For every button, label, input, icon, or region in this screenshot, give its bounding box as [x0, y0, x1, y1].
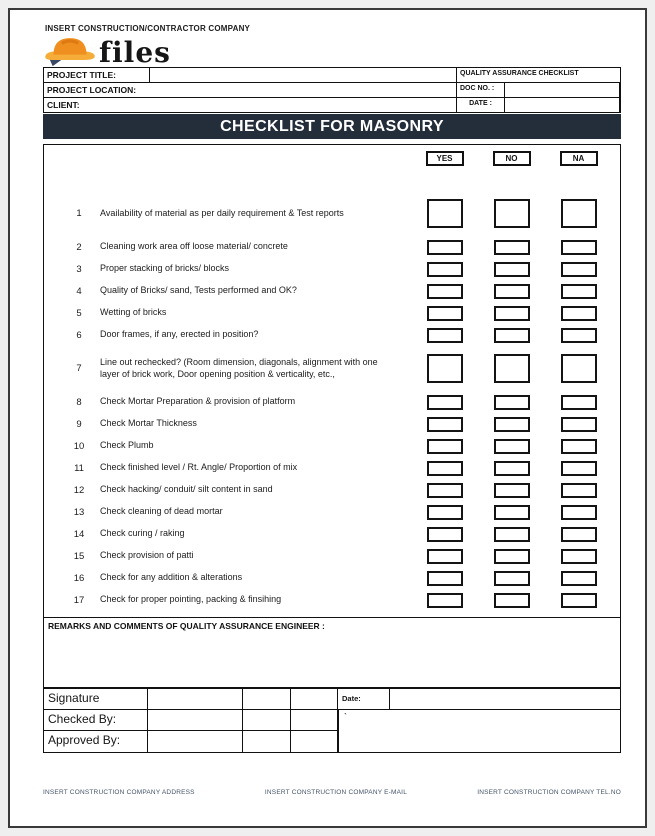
item-number: 4: [76, 285, 82, 297]
no-checkbox[interactable]: [494, 461, 530, 476]
na-checkbox[interactable]: [561, 240, 597, 255]
item-text: Check Mortar Thickness: [100, 418, 197, 429]
approved-by-field[interactable]: [243, 731, 291, 752]
na-checkbox[interactable]: [561, 306, 597, 321]
logo-text: files: [99, 36, 171, 70]
checklist-row: [44, 523, 620, 545]
na-checkbox[interactable]: [561, 284, 597, 299]
no-checkbox[interactable]: [494, 240, 530, 255]
item-number: 1: [76, 208, 82, 219]
item-text: Check for proper pointing, packing & finsihing: [100, 594, 282, 605]
item-text: Check cleaning of dead mortar: [100, 506, 223, 517]
item-number: 6: [76, 329, 82, 341]
na-checkbox[interactable]: [561, 549, 597, 564]
client-field[interactable]: [150, 98, 457, 113]
page-footer: [43, 789, 621, 796]
item-text: Check Mortar Preparation & provision of platform: [100, 396, 296, 407]
checklist-rows: [44, 191, 620, 611]
approved-by-field[interactable]: [291, 731, 338, 752]
document-page: [8, 8, 647, 828]
sig-date-field[interactable]: [390, 689, 620, 710]
approved-by-label: Approved By:: [44, 731, 148, 752]
item-number: 5: [76, 307, 82, 319]
yes-checkbox[interactable]: [427, 354, 463, 383]
item-text: Check finished level / Rt. Angle/ Proportion of mix: [100, 462, 298, 473]
project-location-field[interactable]: [150, 83, 457, 98]
page-title: CHECKLIST FOR MASONRY: [220, 117, 444, 135]
no-checkbox[interactable]: [494, 354, 530, 383]
sig-date-label: Date:: [338, 689, 390, 710]
no-checkbox[interactable]: [494, 505, 530, 520]
item-number: 12: [73, 484, 85, 496]
yes-checkbox[interactable]: [427, 483, 463, 498]
na-checkbox[interactable]: [561, 527, 597, 542]
yes-checkbox[interactable]: [427, 571, 463, 586]
item-number: 13: [73, 506, 85, 518]
yes-checkbox[interactable]: [427, 439, 463, 454]
item-number: 10: [73, 440, 85, 452]
project-title-label: PROJECT TITLE:: [44, 68, 150, 83]
date-field[interactable]: [505, 98, 620, 113]
signature-table: [43, 688, 621, 753]
item-text: Proper stacking of bricks/ blocks: [100, 263, 230, 274]
item-number: 11: [74, 462, 84, 474]
checklist-row: [44, 435, 620, 457]
item-number: 15: [73, 550, 85, 562]
checklist-row: [44, 545, 620, 567]
item-number: 14: [73, 528, 85, 540]
na-checkbox[interactable]: [561, 199, 597, 228]
no-checkbox[interactable]: [494, 306, 530, 321]
yes-checkbox[interactable]: [427, 328, 463, 343]
remarks-section[interactable]: [43, 617, 621, 688]
remarks-label: REMARKS AND COMMENTS OF QUALITY ASSURANCE ENGINEER :: [48, 621, 325, 631]
item-text: Check for any addition & alterations: [100, 572, 243, 583]
item-text: Quality of Bricks/ sand, Tests performed and OK?: [100, 285, 297, 296]
na-checkbox[interactable]: [561, 328, 597, 343]
checklist-row: [44, 457, 620, 479]
checklist-row: [44, 302, 620, 324]
no-checkbox[interactable]: [494, 417, 530, 432]
item-text: Availability of material as per daily requirement & Test reports: [100, 207, 344, 218]
checklist-row: [44, 324, 620, 346]
checklist-section: [43, 144, 621, 618]
no-checkbox[interactable]: [494, 284, 530, 299]
item-text: Check provision of patti: [100, 550, 194, 561]
item-text: Check curing / raking: [100, 528, 185, 539]
yes-column-header: YES: [426, 151, 464, 166]
footer-address: INSERT CONSTRUCTION COMPANY ADDRESS: [43, 789, 195, 796]
checklist-row: [44, 567, 620, 589]
item-number: 7: [76, 363, 82, 374]
doc-no-field[interactable]: [505, 83, 620, 98]
checked-by-field[interactable]: [291, 710, 338, 731]
checklist-row: [44, 346, 620, 391]
no-checkbox[interactable]: [494, 593, 530, 608]
no-column-header: NO: [493, 151, 531, 166]
signature-field[interactable]: [291, 689, 338, 710]
client-label: CLIENT:: [44, 98, 150, 113]
item-number: 2: [76, 241, 82, 253]
na-column-header: NA: [560, 151, 598, 166]
no-checkbox[interactable]: [494, 199, 530, 228]
na-checkbox[interactable]: [561, 461, 597, 476]
qa-checklist-label: QUALITY ASSURANCE CHECKLIST: [457, 68, 620, 83]
no-checkbox[interactable]: [494, 328, 530, 343]
item-text: Line out rechecked? (Room dimension, diagonals, alignment with one layer of brick work, Door opening position & verticality, etc.,: [100, 356, 378, 379]
item-text: Door frames, if any, erected in position?: [100, 329, 259, 340]
na-checkbox[interactable]: [561, 593, 597, 608]
checked-by-label: Checked By:: [44, 710, 148, 731]
item-text: Check Plumb: [100, 440, 154, 451]
project-info-table: [43, 67, 621, 113]
item-text: Wetting of bricks: [100, 307, 167, 318]
checklist-row: [44, 280, 620, 302]
footer-email: INSERT CONSTRUCTION COMPANY E-MAIL: [264, 789, 408, 796]
na-checkbox[interactable]: [561, 417, 597, 432]
yes-checkbox[interactable]: [427, 549, 463, 564]
footer-tel: INSERT CONSTRUCTION COMPANY TEL.NO: [477, 789, 621, 796]
checklist-row: [44, 236, 620, 258]
item-number: 9: [76, 418, 82, 430]
checklist-title-bar: [43, 114, 621, 139]
checked-by-field[interactable]: [243, 710, 291, 731]
signature-field[interactable]: [148, 689, 243, 710]
item-number: 8: [76, 396, 82, 408]
hardhat-icon: [43, 34, 97, 67]
signature-field[interactable]: [243, 689, 291, 710]
yes-checkbox[interactable]: [427, 306, 463, 321]
no-checkbox[interactable]: [494, 571, 530, 586]
na-checkbox[interactable]: [561, 262, 597, 277]
no-checkbox[interactable]: [494, 395, 530, 410]
no-checkbox[interactable]: [494, 262, 530, 277]
approved-by-field[interactable]: [148, 731, 243, 752]
item-number: 16: [73, 572, 85, 584]
yes-checkbox[interactable]: [427, 593, 463, 608]
sig-note-cell[interactable]: `: [338, 710, 620, 752]
no-checkbox[interactable]: [494, 549, 530, 564]
date-label: DATE :: [457, 98, 505, 113]
doc-no-label: DOC NO. :: [457, 83, 505, 98]
yes-checkbox[interactable]: [427, 199, 463, 228]
yes-checkbox[interactable]: [427, 505, 463, 520]
na-checkbox[interactable]: [561, 354, 597, 383]
yes-checkbox[interactable]: [427, 417, 463, 432]
checklist-row: [44, 479, 620, 501]
answer-column-headers: [44, 151, 620, 166]
item-number: 17: [73, 594, 85, 606]
yes-checkbox[interactable]: [427, 284, 463, 299]
signature-label: Signature: [44, 689, 148, 710]
project-location-label: PROJECT LOCATION:: [44, 83, 150, 98]
no-checkbox[interactable]: [494, 483, 530, 498]
item-number: 3: [76, 263, 82, 275]
na-checkbox[interactable]: [561, 483, 597, 498]
yes-checkbox[interactable]: [427, 240, 463, 255]
checklist-row: [44, 413, 620, 435]
no-checkbox[interactable]: [494, 439, 530, 454]
no-checkbox[interactable]: [494, 527, 530, 542]
checked-by-field[interactable]: [148, 710, 243, 731]
checklist-row: [44, 191, 620, 236]
checklist-row: [44, 589, 620, 611]
na-checkbox[interactable]: [561, 505, 597, 520]
project-title-field[interactable]: [150, 68, 457, 83]
yes-checkbox[interactable]: [427, 395, 463, 410]
checklist-row: [44, 258, 620, 280]
checklist-row: [44, 501, 620, 523]
yes-checkbox[interactable]: [427, 527, 463, 542]
item-text: Cleaning work area off loose material/ concrete: [100, 241, 288, 252]
company-header-text: INSERT CONSTRUCTION/CONTRACTOR COMPANY: [45, 24, 251, 33]
yes-checkbox[interactable]: [427, 262, 463, 277]
na-checkbox[interactable]: [561, 439, 597, 454]
logo: [43, 34, 621, 70]
item-text: Check hacking/ conduit/ silt content in sand: [100, 484, 273, 495]
na-checkbox[interactable]: [561, 395, 597, 410]
na-checkbox[interactable]: [561, 571, 597, 586]
yes-checkbox[interactable]: [427, 461, 463, 476]
checklist-row: [44, 391, 620, 413]
